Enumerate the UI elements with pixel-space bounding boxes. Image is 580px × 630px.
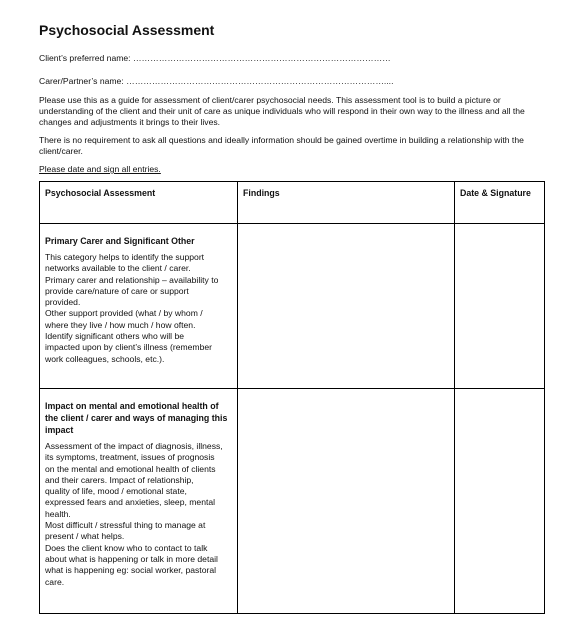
date-signature-cell[interactable] xyxy=(455,389,545,614)
category-description xyxy=(45,252,232,365)
description-line: health. xyxy=(45,508,71,519)
page-title: Psychosocial Assessment xyxy=(39,22,215,38)
description-line: its symptoms, treatment, issues of prognosis xyxy=(45,452,215,463)
assessment-table xyxy=(39,181,545,614)
description-line: care. xyxy=(45,576,65,587)
header-date-signature: Date & Signature xyxy=(455,182,545,224)
table-row xyxy=(40,389,545,614)
client-name-label: Client’s preferred name: xyxy=(39,53,133,63)
description-line: Other support provided (what / by whom / xyxy=(45,308,203,319)
description-line: on the mental and emotional health of clients xyxy=(45,463,216,474)
description-line: Does the client know who to contact to talk xyxy=(45,542,208,553)
table-header-row xyxy=(40,182,545,224)
header-findings: Findings xyxy=(238,182,455,224)
description-line: work colleagues, schools, etc.). xyxy=(45,353,165,364)
category-cell xyxy=(40,224,238,389)
findings-cell[interactable] xyxy=(238,224,455,389)
description-line: what is happening eg: social worker, pastoral xyxy=(45,565,217,576)
description-line: Assessment of the impact of diagnosis, illness, xyxy=(45,441,223,451)
description-line: impacted upon by client’s illness (remember xyxy=(45,342,213,353)
description-line: where they live / how much / how often. xyxy=(45,319,196,330)
description-line: and their carers. Impact of relationship, xyxy=(45,474,194,485)
client-name-blank[interactable]: ……………………………………………………………………………… xyxy=(132,53,391,63)
description-line: Identify significant others who will be xyxy=(45,331,185,342)
table-row xyxy=(40,224,545,389)
findings-cell[interactable] xyxy=(238,389,455,614)
date-signature-cell[interactable] xyxy=(455,224,545,389)
description-line: provided. xyxy=(45,297,81,308)
category-cell xyxy=(40,389,238,614)
description-line: quality of life, mood / emotional state, xyxy=(45,486,187,497)
description-line: networks available to the client / carer. xyxy=(45,263,191,274)
description-line: provide care/nature of care or support xyxy=(45,285,189,296)
client-name-field xyxy=(39,53,391,63)
category-title: Impact on mental and emotional health of the client / carer and ways of managing this impact xyxy=(45,401,228,435)
header-psychosocial-assessment: Psychosocial Assessment xyxy=(40,182,238,224)
description-line: Most difficult / stressful thing to manage at xyxy=(45,520,206,531)
carer-name-label: Carer/Partner’s name: xyxy=(39,76,127,86)
guide-paragraph: Please use this as a guide for assessment of client/carer psychosocial needs. This assessment tool is to build a picture or understanding of the client and their unit of care as unique individuals who will respond in their own way to the illness and all the changes and adjustments it brings to their lives. xyxy=(39,95,525,128)
category-description xyxy=(45,441,232,588)
description-line: present / what helps. xyxy=(45,531,125,542)
category-title: Primary Carer and Significant Other xyxy=(45,236,195,246)
description-line: expressed fears and anxieties, sleep, mental xyxy=(45,497,216,508)
requirement-paragraph: There is no requirement to ask all questions and ideally information should be gained overtime in building a relationship with the client/carer. xyxy=(39,135,524,157)
description-line: This category helps to identify the support xyxy=(45,252,205,262)
description-line: Primary carer and relationship – availability to xyxy=(45,274,219,285)
instruction-text: Please date and sign all entries. xyxy=(39,164,161,174)
description-line: about what is happening or talk in more detail xyxy=(45,553,218,564)
carer-name-field xyxy=(39,76,393,86)
carer-name-blank[interactable]: ……………………………………………………………………………….... xyxy=(126,76,394,86)
